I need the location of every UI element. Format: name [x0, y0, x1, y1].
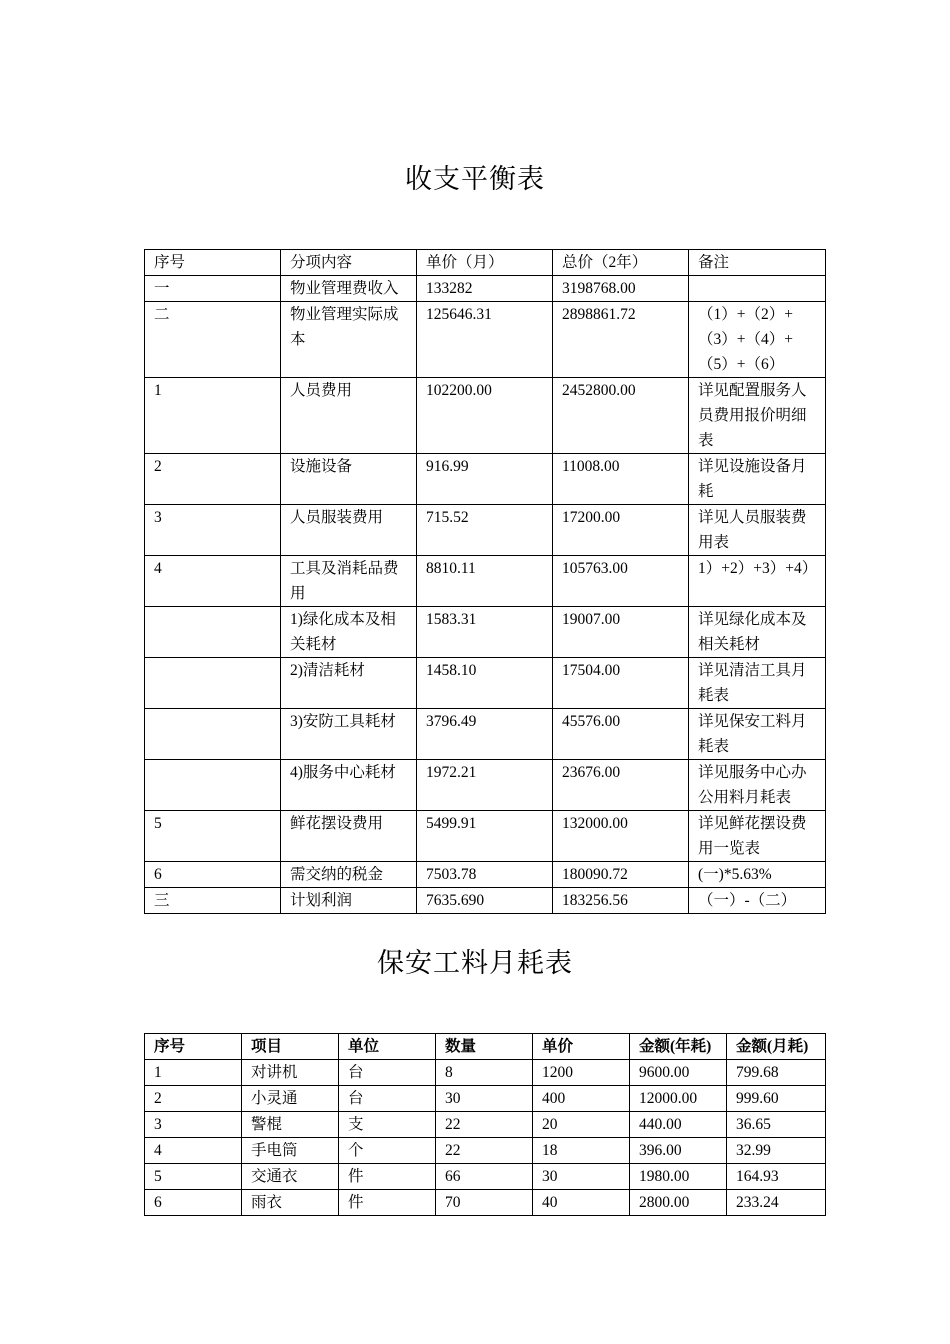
table-cell: 400 — [533, 1086, 630, 1112]
table-cell: 18 — [533, 1138, 630, 1164]
table-cell: 物业管理实际成本 — [281, 302, 417, 378]
table-header-row — [145, 250, 826, 276]
table-cell: 个 — [339, 1138, 436, 1164]
table-cell: 1980.00 — [630, 1164, 727, 1190]
table-cell: 人员费用 — [281, 378, 417, 454]
header-cell: 备注 — [689, 250, 826, 276]
table-row — [145, 862, 826, 888]
header-cell: 序号 — [145, 1034, 242, 1060]
table-cell: 4 — [145, 556, 281, 607]
table-cell: 105763.00 — [553, 556, 689, 607]
table-cell: 详见配置服务人员费用报价明细表 — [689, 378, 826, 454]
table-cell: 详见鲜花摆设费用一览表 — [689, 811, 826, 862]
table-cell: 详见设施设备月耗 — [689, 454, 826, 505]
table-cell: 雨衣 — [242, 1190, 339, 1216]
table-cell: 支 — [339, 1112, 436, 1138]
table-cell: 133282 — [417, 276, 553, 302]
table-cell: 32.99 — [727, 1138, 826, 1164]
table-cell: 102200.00 — [417, 378, 553, 454]
table-row — [145, 888, 826, 914]
table-cell: 1583.31 — [417, 607, 553, 658]
table-cell: 799.68 — [727, 1060, 826, 1086]
table-cell: 6 — [145, 862, 281, 888]
table-cell: 999.60 — [727, 1086, 826, 1112]
table-cell: 4)服务中心耗材 — [281, 760, 417, 811]
table-row — [145, 302, 826, 378]
table-cell: 1972.21 — [417, 760, 553, 811]
table-cell: 详见保安工料月耗表 — [689, 709, 826, 760]
table-row — [145, 1060, 826, 1086]
table-cell: 2 — [145, 1086, 242, 1112]
table-cell — [689, 276, 826, 302]
table-row — [145, 658, 826, 709]
table-cell: 19007.00 — [553, 607, 689, 658]
table-cell: 1)绿化成本及相关耗材 — [281, 607, 417, 658]
table-cell: 人员服装费用 — [281, 505, 417, 556]
header-cell: 分项内容 — [281, 250, 417, 276]
table-cell: 40 — [533, 1190, 630, 1216]
table-cell: 22 — [436, 1112, 533, 1138]
table-cell: 2 — [145, 454, 281, 505]
table-cell: 工具及消耗品费用 — [281, 556, 417, 607]
table-row — [145, 1086, 826, 1112]
table-cell: (一)*5.63% — [689, 862, 826, 888]
table-row — [145, 1112, 826, 1138]
table-cell: 20 — [533, 1112, 630, 1138]
table-cell: 1458.10 — [417, 658, 553, 709]
table-cell: 2)清洁耗材 — [281, 658, 417, 709]
table-cell: 66 — [436, 1164, 533, 1190]
table-cell: 3796.49 — [417, 709, 553, 760]
header-cell: 项目 — [242, 1034, 339, 1060]
header-cell: 数量 — [436, 1034, 533, 1060]
table-cell: 警棍 — [242, 1112, 339, 1138]
table-cell: 4 — [145, 1138, 242, 1164]
table-cell: 5499.91 — [417, 811, 553, 862]
table-cell: 17504.00 — [553, 658, 689, 709]
table-cell: 12000.00 — [630, 1086, 727, 1112]
table-cell: 3 — [145, 1112, 242, 1138]
table-cell: 5 — [145, 1164, 242, 1190]
header-cell: 单价 — [533, 1034, 630, 1060]
table-cell: 交通衣 — [242, 1164, 339, 1190]
balance-sheet-title: 收支平衡表 — [405, 164, 545, 195]
table-cell: 件 — [339, 1190, 436, 1216]
table-cell: 7503.78 — [417, 862, 553, 888]
table-cell: 三 — [145, 888, 281, 914]
table-cell: 2898861.72 — [553, 302, 689, 378]
table-cell: 对讲机 — [242, 1060, 339, 1086]
table-cell — [145, 658, 281, 709]
table-cell: 180090.72 — [553, 862, 689, 888]
table-cell: 30 — [436, 1086, 533, 1112]
table-cell: 23676.00 — [553, 760, 689, 811]
table-cell: 164.93 — [727, 1164, 826, 1190]
security-sheet-title: 保安工料月耗表 — [377, 948, 573, 979]
table-cell: 9600.00 — [630, 1060, 727, 1086]
table-cell: 小灵通 — [242, 1086, 339, 1112]
table-cell: 详见人员服装费用表 — [689, 505, 826, 556]
table-row — [145, 1138, 826, 1164]
table-cell: 2452800.00 — [553, 378, 689, 454]
table-cell: 1 — [145, 1060, 242, 1086]
table-cell — [145, 760, 281, 811]
table-cell: 计划利润 — [281, 888, 417, 914]
header-cell: 单价（月） — [417, 250, 553, 276]
header-cell: 序号 — [145, 250, 281, 276]
table-cell: 3198768.00 — [553, 276, 689, 302]
table-row — [145, 505, 826, 556]
table-cell: 8 — [436, 1060, 533, 1086]
table-cell: 1）+2）+3）+4） — [689, 556, 826, 607]
table-cell: （1）+（2）+（3）+（4）+（5）+（6） — [689, 302, 826, 378]
table-cell: 台 — [339, 1086, 436, 1112]
table-row — [145, 607, 826, 658]
table-cell: 7635.690 — [417, 888, 553, 914]
table-cell: 物业管理费收入 — [281, 276, 417, 302]
table-cell — [145, 709, 281, 760]
header-cell: 金额(月耗) — [727, 1034, 826, 1060]
table-cell: 详见服务中心办公用料月耗表 — [689, 760, 826, 811]
table-cell: 5 — [145, 811, 281, 862]
table-cell: 3)安防工具耗材 — [281, 709, 417, 760]
table-cell: 3 — [145, 505, 281, 556]
table-cell: 396.00 — [630, 1138, 727, 1164]
table-cell: 30 — [533, 1164, 630, 1190]
table-cell: 916.99 — [417, 454, 553, 505]
balance-sheet-table — [144, 249, 826, 914]
table-cell: 二 — [145, 302, 281, 378]
table-row — [145, 276, 826, 302]
table-cell: 详见清洁工具月耗表 — [689, 658, 826, 709]
table-cell: 70 — [436, 1190, 533, 1216]
table-cell: 件 — [339, 1164, 436, 1190]
table-row — [145, 454, 826, 505]
table-cell: 鲜花摆设费用 — [281, 811, 417, 862]
table-cell: 2800.00 — [630, 1190, 727, 1216]
table-row — [145, 378, 826, 454]
security-sheet-table — [144, 1033, 826, 1216]
table-cell: 设施设备 — [281, 454, 417, 505]
header-cell: 单位 — [339, 1034, 436, 1060]
table-cell: 6 — [145, 1190, 242, 1216]
table-cell: 详见绿化成本及相关耗材 — [689, 607, 826, 658]
table-cell: 440.00 — [630, 1112, 727, 1138]
table-cell: 183256.56 — [553, 888, 689, 914]
table-cell: 11008.00 — [553, 454, 689, 505]
table-cell: 17200.00 — [553, 505, 689, 556]
header-cell: 总价（2年） — [553, 250, 689, 276]
table-cell: 36.65 — [727, 1112, 826, 1138]
header-cell: 金额(年耗) — [630, 1034, 727, 1060]
table-cell: 一 — [145, 276, 281, 302]
table-cell: 715.52 — [417, 505, 553, 556]
table-cell: 125646.31 — [417, 302, 553, 378]
table-cell: 8810.11 — [417, 556, 553, 607]
table-row — [145, 811, 826, 862]
table-cell — [145, 607, 281, 658]
table-row — [145, 1190, 826, 1216]
table-cell: 233.24 — [727, 1190, 826, 1216]
table-cell: 手电筒 — [242, 1138, 339, 1164]
table-cell: 需交纳的税金 — [281, 862, 417, 888]
table-row — [145, 760, 826, 811]
table-cell: 1200 — [533, 1060, 630, 1086]
table-row — [145, 709, 826, 760]
table-cell: 22 — [436, 1138, 533, 1164]
table-header-row — [145, 1034, 826, 1060]
table-cell: 45576.00 — [553, 709, 689, 760]
table-cell: 1 — [145, 378, 281, 454]
table-row — [145, 1164, 826, 1190]
table-cell: 132000.00 — [553, 811, 689, 862]
table-cell: （一）-（二） — [689, 888, 826, 914]
table-cell: 台 — [339, 1060, 436, 1086]
table-row — [145, 556, 826, 607]
